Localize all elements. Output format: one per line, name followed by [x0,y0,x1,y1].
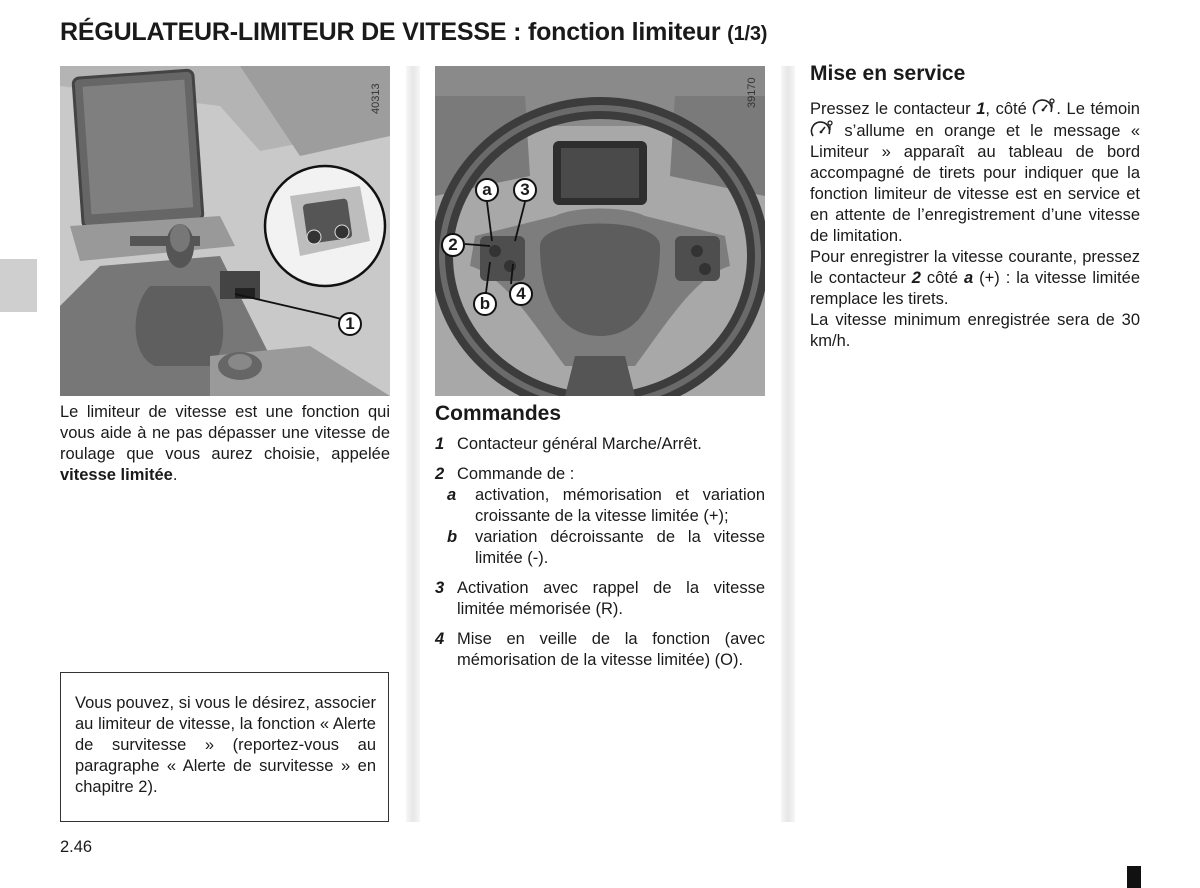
commands-list [435,434,765,680]
service-paragraph: La vitesse minimum enregistrée sera de 30 km/h. [810,311,1140,350]
list-item: 3 Activation avec rappel de la vitesse limitée mémorisée (R). [435,579,765,618]
callout-a: a [475,178,499,202]
page-title: RÉGULATEUR-LIMITEUR DE VITESSE : fonction limiteur (1/3) [60,18,768,46]
list-item: 1 Contacteur général Marche/Arrêt. [435,435,702,453]
sub-list-item: a activation, mémorisation et variation croissante de la vitesse limitée (+); [447,486,765,525]
sub-list-item: b variation décroissante de la vitesse limitée (-). [447,528,765,567]
service-paragraph: Pour enregistrer la vitesse courante, pressez le contacteur 2 côté a (+) : la vitesse limitée remplace les tirets. [810,248,1140,308]
column-divider [781,66,795,822]
steering-wheel-illustration [435,66,765,396]
service-paragraph: Pressez le contacteur 1, côté . Le témoin s’allume en orange et le message « Limiteur » apparaît au tableau de bord accompagné de tirets pour indiquer que la fonction limiteur de vitesse est en service et en attente de l’enregistrement d’une vitesse de limitation. [810,100,1140,245]
callout-b: b [473,292,497,316]
callout-2: 2 [441,233,465,257]
service-section [810,98,1140,352]
chapter-tab [0,259,37,312]
list-item: 2 Commande de : [435,465,575,483]
service-heading: Mise en service [810,62,966,85]
console-illustration [60,66,390,396]
page-marker [1127,866,1141,888]
figure-ref-number: 39170 [746,77,758,108]
speedometer-limiter-icon [810,120,834,140]
list-item: 4 Mise en veille de la fonction (avec mémorisation de la vitesse limitée) (O). [435,630,765,669]
commands-heading: Commandes [435,402,562,425]
note-box [60,672,389,822]
callout-1: 1 [338,312,362,336]
column-divider [406,66,420,822]
speedometer-limiter-icon [1032,98,1056,118]
intro-paragraph: Le limiteur de vitesse est une fonction qui vous aide à ne pas dépasser une vitesse de roulage que vous aurez choisie, appelée vitesse limitée. [60,403,390,484]
page-number: 2.46 [60,838,93,856]
callout-4: 4 [509,282,533,306]
figure-ref-number: 40313 [370,83,382,114]
note-text: Vous pouvez, si vous le désirez, associer au limiteur de vitesse, la fonction « Alerte de survitesse » (reportez-vous au paragraphe « Alerte de survitesse » en chapitre 2). [75,694,376,796]
callout-3: 3 [513,178,537,202]
